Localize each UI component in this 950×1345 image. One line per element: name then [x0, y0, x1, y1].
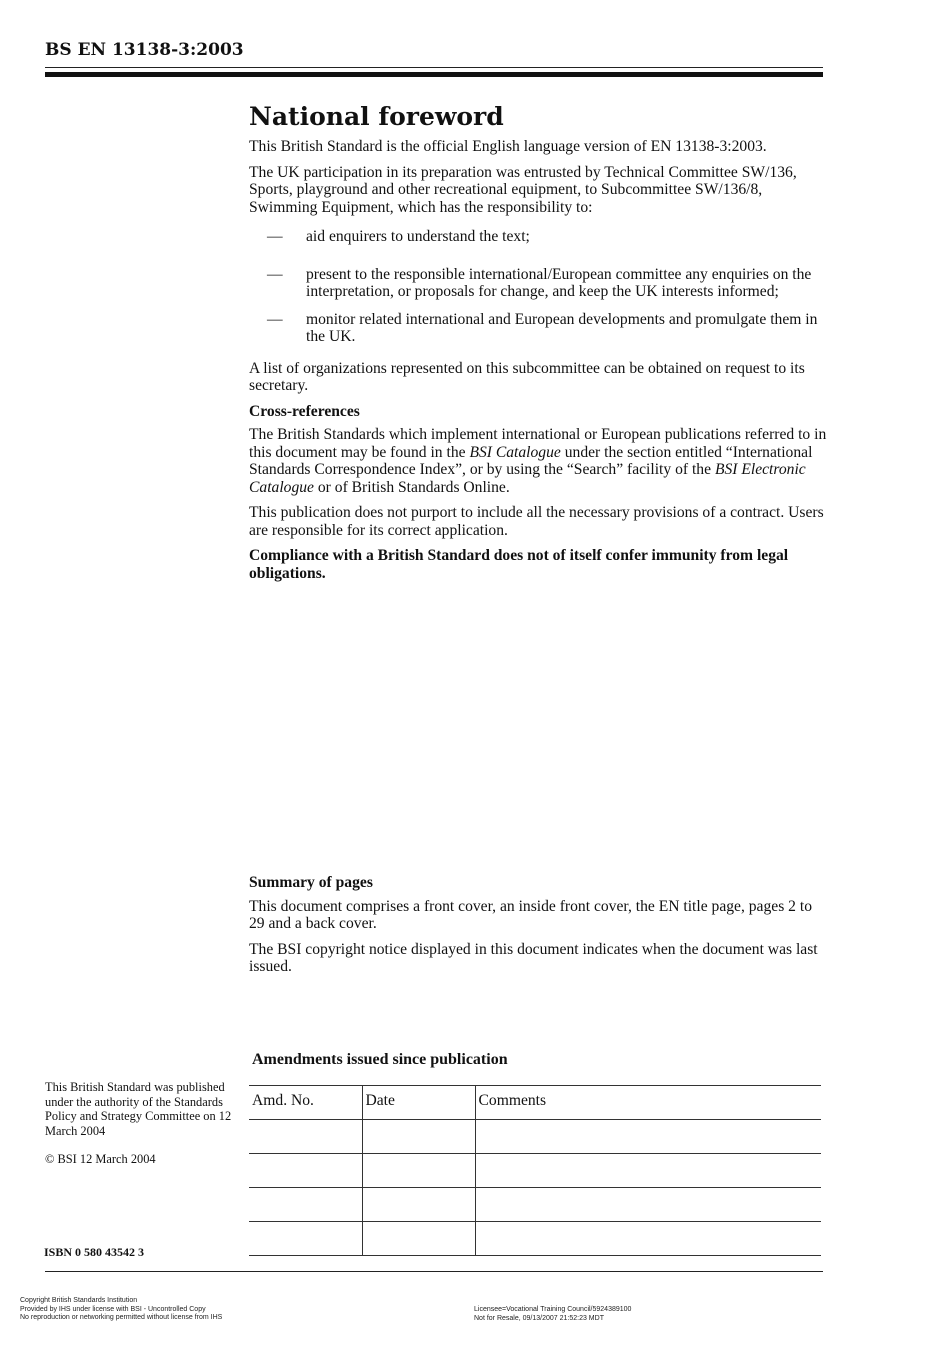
list-item: — monitor related international and European developments and promulgate them in the UK.	[267, 310, 818, 345]
summary-paragraph-1: This document comprises a front cover, an inside front cover, the EN title page, pages 2 to 29 and a back cover.	[249, 897, 812, 932]
foreword-section	[249, 100, 827, 590]
bsi-catalogue-title: BSI Catalogue	[469, 443, 561, 461]
publication-note: This British Standard was published under the authority of the Standards Policy and Strategy Committee on 12 March 2004	[45, 1080, 232, 1138]
dash-bullet: —	[267, 265, 283, 283]
summary-paragraph-2: The BSI copyright notice displayed in this document indicates when the document was last issued.	[249, 940, 818, 975]
dash-bullet: —	[267, 310, 283, 328]
amendments-table	[249, 1085, 821, 1256]
footer-rule	[45, 1271, 823, 1272]
dash-bullet: —	[267, 228, 283, 245]
table-row	[249, 1120, 821, 1154]
table-row	[249, 1222, 821, 1256]
table-row	[249, 1188, 821, 1222]
list-item: — aid enquirers to understand the text;	[267, 228, 530, 245]
table-header-row	[249, 1086, 821, 1120]
contract-paragraph: This publication does not purport to include all the necessary provisions of a contract. Users are responsible for its correct application.	[249, 504, 824, 539]
cross-references-paragraph: The British Standards which implement international or European publications referred to in this document may be found in the BSI Catalogue under the section entitled “International Standards Correspondence Index”, or by using the “Search” facility of the BSI Electronic Catalogue or of British Standards Online.	[249, 426, 827, 496]
isbn: ISBN 0 580 43542 3	[44, 1245, 145, 1259]
organizations-paragraph: A list of organizations represented on this subcommittee can be obtained on request to its secretary.	[249, 359, 805, 394]
foreword-paragraph-2: The UK participation in its preparation was entrusted by Technical Committee SW/136, Sports, playground and other recreational equipment, to Subcommittee SW/136/8, Swimming Equipment, which has the responsibility to:	[249, 163, 797, 216]
compliance-statement: Compliance with a British Standard does not of itself confer immunity from legal obligations.	[249, 547, 789, 582]
publication-sidebar	[45, 1080, 235, 1167]
summary-heading: Summary of pages	[249, 874, 373, 891]
cross-references-heading: Cross-references	[249, 402, 360, 420]
column-header-amd-no: Amd. No.	[249, 1086, 362, 1120]
responsibility-list	[249, 228, 827, 346]
copyright-note: © BSI 12 March 2004	[45, 1152, 156, 1167]
page-title: National foreword	[249, 102, 504, 131]
document-code: BS EN 13138-3:2003	[45, 40, 244, 60]
bsi-electronic-catalogue-title: BSI Electronic Catalogue	[249, 461, 806, 496]
footer-license-left: Copyright British Standards Institution Provided by IHS under license with BSI - Uncontrolled Copy No reproduction or networking permitted without license from IHS	[20, 1297, 223, 1322]
amendments-title: Amendments issued since publication	[252, 1051, 508, 1068]
column-header-comments: Comments	[475, 1086, 821, 1120]
header-rule-thin	[45, 67, 823, 68]
footer-license-right: Licensee=Vocational Training Council/5924389100 Not for Resale, 09/13/2007 21:52:23 MDT	[474, 1306, 632, 1322]
table-row	[249, 1154, 821, 1188]
list-item: — present to the responsible international/European committee any enquiries on the interpretation, or proposals for change, and keep the UK interests informed;	[267, 265, 812, 300]
summary-section	[249, 874, 827, 984]
column-header-date: Date	[362, 1086, 475, 1120]
foreword-paragraph-1: This British Standard is the official English language version of EN 13138-3:2003.	[249, 138, 767, 155]
header-rule-thick	[45, 72, 823, 77]
